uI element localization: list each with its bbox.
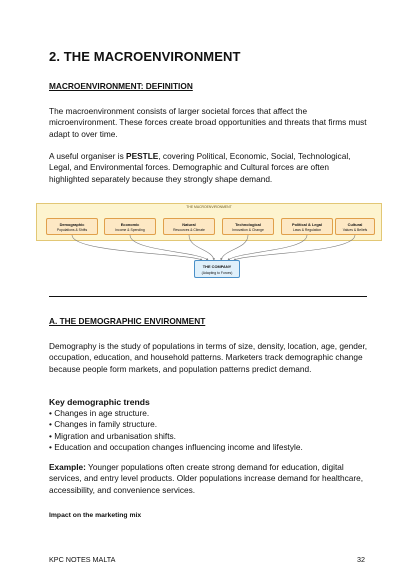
demographic-section-heading: A. THE DEMOGRAPHIC ENVIRONMENT (49, 316, 206, 326)
force-title: Economic (120, 221, 140, 227)
arrow-demographic (72, 235, 202, 260)
arrow-natural (189, 235, 214, 260)
force-title: Technological (235, 221, 261, 227)
force-subtitle: Laws & Regulation (292, 228, 322, 232)
example-text: Younger populations often create strong demand for education, digital services, and entry level products. Older populations increase demand for healthcare, accessibility, and convenience services. (49, 462, 364, 495)
footer-label: KPC NOTES MALTA (49, 555, 116, 564)
list-item: • Education and occupation changes influencing income and lifestyle. (49, 442, 303, 453)
page-title: 2. THE MACROENVIRONMENT (49, 49, 241, 64)
macroenvironment-diagram (36, 203, 382, 279)
force-title: Political & Legal (291, 221, 323, 227)
band-title: THE MACROENVIRONMENT (186, 205, 232, 209)
list-item: • Changes in family structure. (49, 419, 158, 430)
definition-paragraph: The macroenvironment consists of larger societal forces that affect the microenvironment. These forces create broad opportunities and threats that firms must adapt to over time. (49, 106, 367, 139)
force-subtitle: Resources & Climate (173, 228, 205, 232)
pestle-paragraph (49, 151, 371, 185)
definition-heading: MACROENVIRONMENT: DEFINITION (49, 81, 193, 91)
demographic-paragraph: Demography is the study of populations in terms of size, density, location, age, gender, occupation, education, and household patterns. Marketers track demographic change because people form markets, and population patterns predict demand. (49, 341, 368, 374)
company-box (194, 260, 240, 278)
example-label: Example: (49, 462, 86, 472)
example-paragraph (49, 462, 371, 496)
force-title: Cultural (347, 221, 363, 227)
force-subtitle: Values & Beliefs (342, 228, 368, 232)
trends-list (49, 408, 371, 454)
page-number: 32 (357, 555, 365, 564)
company-subtitle: (Adapting to Forces) (201, 270, 233, 275)
force-subtitle: Income & Spending (115, 228, 145, 232)
arrow-political-legal (228, 235, 307, 260)
force-title: Natural (182, 221, 196, 227)
pestle-text-after: , covering Political, Economic, Social, Technological, Legal, and Environmental forces. Demographic and Cultural forces are often highlighted separately because they strongly shape demand. (49, 151, 351, 184)
pestle-text-before: A useful organiser is (49, 151, 127, 161)
arrow-technological (221, 235, 248, 260)
force-subtitle: Populations & Shifts (56, 228, 88, 232)
arrow-economic (130, 235, 208, 260)
trends-heading: Key demographic trends (49, 397, 150, 407)
force-title: Demographic (59, 221, 85, 227)
arrow-cultural (234, 235, 355, 260)
company-title: THE COMPANY (202, 264, 232, 269)
pestle-keyword: PESTLE (126, 151, 159, 161)
list-item: • Changes in age structure. (49, 408, 150, 418)
list-item: • Migration and urbanisation shifts. (49, 430, 176, 441)
force-subtitle: Innovation & Change (232, 228, 264, 232)
impact-heading: Impact on the marketing mix (49, 512, 142, 519)
section-divider (49, 296, 367, 297)
